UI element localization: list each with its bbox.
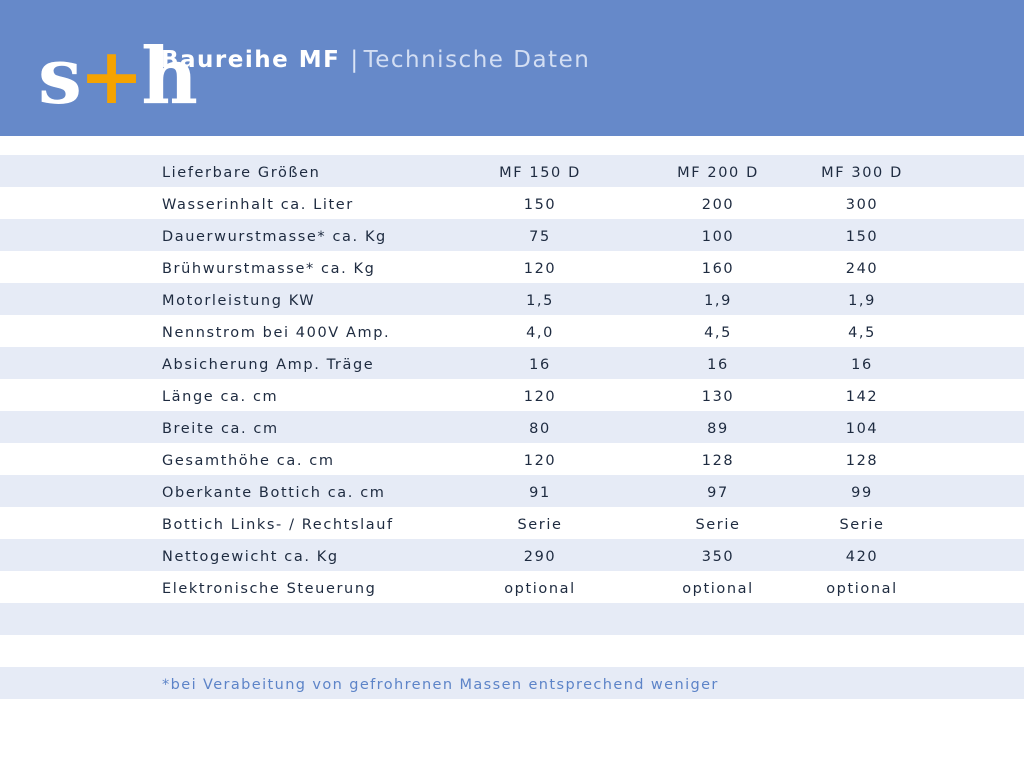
table-cell: 150	[523, 197, 557, 213]
table-cell: 1,5	[526, 293, 554, 309]
table-row	[0, 571, 1024, 603]
table-cell: 240	[845, 261, 879, 277]
table-row	[0, 379, 1024, 411]
table-cell: 120	[523, 453, 557, 469]
table-cell: 104	[845, 421, 879, 437]
row-label: Gesamthöhe ca. cm	[162, 453, 335, 469]
row-label: Absicherung Amp. Träge	[162, 357, 375, 373]
row-label: Wasserinhalt ca. Liter	[162, 197, 354, 213]
table-cell: 350	[701, 549, 735, 565]
table-cell: 100	[701, 229, 735, 245]
row-label: Bottich Links- / Rechtslauf	[162, 517, 394, 533]
table-cell: 1,9	[848, 293, 876, 309]
row-label: Oberkante Bottich ca. cm	[162, 485, 386, 501]
table-cell: 16	[851, 357, 873, 373]
table-cell: Serie	[695, 517, 741, 533]
table-row	[0, 475, 1024, 507]
table-cell: 75	[529, 229, 551, 245]
table-cell: 150	[845, 229, 879, 245]
table-cell: Serie	[839, 517, 885, 533]
table-cell: optional	[826, 581, 898, 597]
row-label: Nettogewicht ca. Kg	[162, 549, 339, 565]
table-row	[0, 443, 1024, 475]
table-row	[0, 347, 1024, 379]
table-cell: 4,5	[848, 325, 876, 341]
table-cell: 16	[707, 357, 729, 373]
table-row	[0, 507, 1024, 539]
header-cell: MF 150 D	[499, 165, 581, 181]
row-label: Brühwurstmasse* ca. Kg	[162, 261, 376, 277]
table-cell: 16	[529, 357, 551, 373]
table-cell: 128	[701, 453, 735, 469]
row-label: Dauerwurstmasse* ca. Kg	[162, 229, 387, 245]
series-title: Baureihe MF	[161, 47, 341, 73]
row-label: Breite ca. cm	[162, 421, 279, 437]
row-label: Elektronische Steuerung	[162, 581, 377, 597]
footnote: *bei Verabeitung von gefrohrenen Massen entsprechend weniger	[162, 677, 719, 693]
table-cell: 120	[523, 261, 557, 277]
table-row	[0, 539, 1024, 571]
table-cell: optional	[504, 581, 576, 597]
row-label: Länge ca. cm	[162, 389, 279, 405]
table-cell: 99	[851, 485, 873, 501]
page-subtitle: Technische Daten	[363, 47, 591, 73]
header-cell: Lieferbare Größen	[162, 165, 321, 181]
table-cell: 128	[845, 453, 879, 469]
sh-logo: s+h	[38, 31, 195, 122]
table-header-row	[0, 155, 1024, 187]
row-label: Motorleistung KW	[162, 293, 316, 309]
table-cell: 97	[707, 485, 729, 501]
table-cell: 130	[701, 389, 735, 405]
table-cell: Serie	[517, 517, 563, 533]
title-separator: |	[350, 47, 360, 73]
header-banner	[0, 0, 1024, 136]
table-cell: 300	[845, 197, 879, 213]
header-cell: MF 300 D	[821, 165, 903, 181]
header-cell: MF 200 D	[677, 165, 759, 181]
empty-row	[0, 635, 1024, 667]
table-cell: 200	[701, 197, 735, 213]
table-cell: 89	[707, 421, 729, 437]
row-label: Nennstrom bei 400V Amp.	[162, 325, 391, 341]
table-cell: 4,0	[526, 325, 554, 341]
table-cell: 91	[529, 485, 551, 501]
empty-row	[0, 603, 1024, 635]
table-cell: 290	[523, 549, 557, 565]
table-row	[0, 283, 1024, 315]
page-title	[161, 44, 590, 76]
table-cell: 420	[845, 549, 879, 565]
table-cell: 142	[845, 389, 879, 405]
table-row	[0, 411, 1024, 443]
table-row	[0, 219, 1024, 251]
table-cell: 120	[523, 389, 557, 405]
table-cell: 1,9	[704, 293, 732, 309]
table-row	[0, 187, 1024, 219]
table-cell: 80	[529, 421, 551, 437]
table-cell: 4,5	[704, 325, 732, 341]
table-row	[0, 315, 1024, 347]
table-row	[0, 251, 1024, 283]
table-cell: optional	[682, 581, 754, 597]
table-cell: 160	[701, 261, 735, 277]
